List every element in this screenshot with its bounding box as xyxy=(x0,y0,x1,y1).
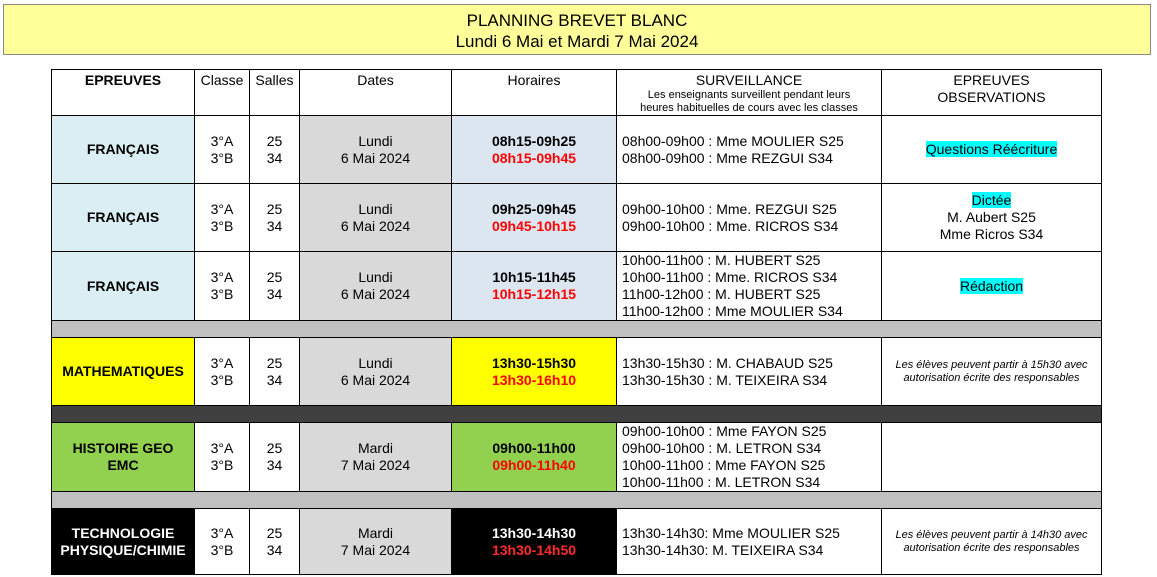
page-title-box xyxy=(3,4,1151,55)
cell-text: 3°B xyxy=(210,541,234,558)
cell-text: 10h00-11h00 : M. HUBERT S25 xyxy=(622,252,821,268)
time-cell xyxy=(452,509,617,575)
cell-text: 09h25-09h45 xyxy=(491,200,577,217)
salle-cell xyxy=(250,423,300,492)
cell-text: 3°B xyxy=(210,286,234,302)
surveillance-cell xyxy=(617,116,882,184)
cell-text: EPREUVES xyxy=(84,72,162,88)
table-row xyxy=(52,423,1102,492)
cell-text: 3°B xyxy=(210,371,234,388)
classe-cell xyxy=(195,252,250,321)
cell-text: HISTOIRE GEO xyxy=(72,440,174,456)
cell-text: 25 xyxy=(266,269,283,285)
table-header-row xyxy=(52,70,1102,116)
header-epreuves xyxy=(52,70,195,116)
observation-highlight: Rédaction xyxy=(959,277,1024,294)
time-cell xyxy=(452,338,617,406)
cell-text: Les enseignants surveillent pendant leurs xyxy=(647,89,851,101)
cell-text: 3°A xyxy=(210,524,234,541)
cell-text: 34 xyxy=(266,457,283,473)
cell-text: 10h00-11h00 : Mme. RICROS S34 xyxy=(622,269,838,285)
salle-cell xyxy=(250,116,300,184)
cell-text: 34 xyxy=(266,149,283,166)
classe-cell xyxy=(195,423,250,492)
cell-text: 13h30-14h30: M. TEIXEIRA S34 xyxy=(622,541,824,558)
cell-text: 13h30-14h30 xyxy=(491,524,577,541)
cell-text: 34 xyxy=(266,371,283,388)
header-dates xyxy=(300,70,452,116)
cell-text: 08h00-09h00 : Mme REZGUI S34 xyxy=(622,149,833,166)
cell-text: 3°A xyxy=(210,269,234,285)
observation-cell xyxy=(882,338,1102,406)
cell-text: FRANÇAIS xyxy=(86,141,160,157)
cell-text: TECHNOLOGIE xyxy=(71,524,175,541)
cell-text: M. Aubert S25 xyxy=(947,209,1036,225)
cell-text: EPREUVES xyxy=(953,72,1030,88)
surveillance-cell xyxy=(617,338,882,406)
subject-cell xyxy=(52,116,195,184)
separator-row xyxy=(52,321,1102,338)
cell-text: 10h15-12h15 xyxy=(491,286,577,302)
table-row xyxy=(52,338,1102,406)
cell-text: 25 xyxy=(266,132,283,149)
page-title: PLANNING BREVET BLANC xyxy=(466,11,688,30)
cell-text: EMC xyxy=(107,457,139,473)
surveillance-cell xyxy=(617,252,882,321)
cell-text: Dates xyxy=(357,72,394,88)
header-surveillance xyxy=(617,70,882,116)
time-cell xyxy=(452,423,617,492)
salle-cell xyxy=(250,184,300,252)
surveillance-cell xyxy=(617,423,882,492)
cell-text: Lundi xyxy=(358,200,393,217)
cell-text: 34 xyxy=(266,217,283,234)
subject-cell xyxy=(52,509,195,575)
salle-cell xyxy=(250,338,300,406)
cell-text: 09h45-10h15 xyxy=(491,217,577,234)
cell-text: Horaires xyxy=(507,72,561,88)
page-subtitle: Lundi 6 Mai et Mardi 7 Mai 2024 xyxy=(455,32,699,51)
cell-text: 13h30-14h50 xyxy=(491,541,577,558)
classe-cell xyxy=(195,184,250,252)
schedule-table xyxy=(51,69,1102,575)
time-cell xyxy=(452,116,617,184)
cell-text: 10h15-11h45 xyxy=(492,269,576,285)
cell-text: 10h00-11h00 : M. LETRON S34 xyxy=(622,474,821,490)
surveillance-cell xyxy=(617,509,882,575)
date-cell xyxy=(300,338,452,406)
cell-text: 3°A xyxy=(210,440,234,456)
time-cell xyxy=(452,252,617,321)
cell-text: 6 Mai 2024 xyxy=(340,217,411,234)
cell-text: Mardi xyxy=(357,440,393,456)
cell-text: 08h15-09h45 xyxy=(491,149,577,166)
header-horaires xyxy=(452,70,617,116)
cell-text: 3°B xyxy=(210,457,234,473)
cell-text: 09h00-11h00 xyxy=(492,440,576,456)
cell-text: Classe xyxy=(200,72,244,88)
cell-text: 6 Mai 2024 xyxy=(340,286,411,302)
cell-text: 09h00-10h00 : Mme. RICROS S34 xyxy=(622,217,839,234)
date-cell xyxy=(300,116,452,184)
cell-text: 3°A xyxy=(210,200,234,217)
header-salles xyxy=(250,70,300,116)
cell-text: Mardi xyxy=(357,524,393,541)
observation-highlight: Questions Réécriture xyxy=(925,141,1058,157)
cell-text: 25 xyxy=(266,200,283,217)
surveillance-cell xyxy=(617,184,882,252)
cell-text: 13h30-14h30: Mme MOULIER S25 xyxy=(622,524,840,541)
cell-text: 3°B xyxy=(210,149,234,166)
cell-text: autorisation écrite des responsables xyxy=(903,371,1080,384)
salle-cell xyxy=(250,509,300,575)
cell-text: 3°B xyxy=(210,217,234,234)
date-cell xyxy=(300,184,452,252)
cell-text: 6 Mai 2024 xyxy=(340,149,411,166)
cell-text: 34 xyxy=(266,286,283,302)
cell-text: 09h00-10h00 : Mme. REZGUI S25 xyxy=(622,200,837,217)
cell-text: 34 xyxy=(266,541,283,558)
cell-text: Les élèves peuvent partir à 15h30 avec xyxy=(895,358,1088,371)
date-cell xyxy=(300,509,452,575)
cell-text: heures habituelles de cours avec les classes xyxy=(640,102,858,114)
table-row xyxy=(52,116,1102,184)
cell-text: Lundi xyxy=(358,132,393,149)
cell-text: Mme Ricros S34 xyxy=(939,226,1044,242)
cell-text: 6 Mai 2024 xyxy=(340,371,411,388)
cell-text: 08h00-09h00 : Mme MOULIER S25 xyxy=(622,132,844,149)
table-row xyxy=(52,252,1102,321)
observation-highlight: Dictée xyxy=(971,192,1012,208)
observation-cell xyxy=(882,252,1102,321)
cell-text: FRANÇAIS xyxy=(86,209,160,225)
table-row xyxy=(52,184,1102,252)
subject-cell xyxy=(52,184,195,252)
cell-text: autorisation écrite des responsables xyxy=(903,541,1080,554)
subject-cell xyxy=(52,423,195,492)
cell-text: 7 Mai 2024 xyxy=(340,541,411,558)
cell-text: 25 xyxy=(266,524,283,541)
observation-cell xyxy=(882,116,1102,184)
cell-text: SURVEILLANCE xyxy=(695,72,803,88)
cell-text: FRANÇAIS xyxy=(86,277,160,294)
classe-cell xyxy=(195,116,250,184)
classe-cell xyxy=(195,509,250,575)
cell-text: Salles xyxy=(255,72,294,88)
cell-text: 09h00-11h40 xyxy=(492,457,576,473)
cell-text: 25 xyxy=(266,354,283,371)
salle-cell xyxy=(250,252,300,321)
cell-text: OBSERVATIONS xyxy=(937,89,1046,105)
cell-text: 13h30-15h30 xyxy=(491,354,577,371)
cell-text: Lundi xyxy=(358,269,393,285)
cell-text: 7 Mai 2024 xyxy=(340,457,411,473)
cell-text: 3°A xyxy=(210,132,234,149)
cell-text: 13h30-15h30 : M. TEIXEIRA S34 xyxy=(622,371,828,388)
separator-row xyxy=(52,492,1102,509)
date-cell xyxy=(300,423,452,492)
cell-text: 09h00-10h00 : M. LETRON S34 xyxy=(622,440,822,456)
cell-text: PHYSIQUE/CHIMIE xyxy=(60,541,186,558)
cell-text: 11h00-12h00 : M. HUBERT S25 xyxy=(622,286,821,302)
observation-cell xyxy=(882,509,1102,575)
cell-text: 3°A xyxy=(210,354,234,371)
table-row xyxy=(52,509,1102,575)
subject-cell xyxy=(52,338,195,406)
header-classe xyxy=(195,70,250,116)
subject-cell xyxy=(52,252,195,321)
cell-text: 08h15-09h25 xyxy=(491,132,577,149)
date-cell xyxy=(300,252,452,321)
cell-text: 13h30-15h30 : M. CHABAUD S25 xyxy=(622,354,833,371)
cell-text: Lundi xyxy=(358,354,393,371)
cell-text: Les élèves peuvent partir à 14h30 avec xyxy=(895,528,1088,541)
cell-text: 10h00-11h00 : Mme FAYON S25 xyxy=(622,457,826,473)
separator-row xyxy=(52,406,1102,423)
observation-cell xyxy=(882,423,1102,492)
cell-text: 11h00-12h00 : Mme MOULIER S34 xyxy=(622,303,843,319)
observation-cell xyxy=(882,184,1102,252)
cell-text xyxy=(882,192,1101,209)
cell-text: 13h30-16h10 xyxy=(491,371,577,388)
cell-text: 25 xyxy=(266,440,283,456)
time-cell xyxy=(452,184,617,252)
classe-cell xyxy=(195,338,250,406)
cell-text: MATHEMATIQUES xyxy=(62,363,184,379)
header-observations xyxy=(882,70,1102,116)
cell-text: 09h00-10h00 : Mme FAYON S25 xyxy=(622,423,827,439)
